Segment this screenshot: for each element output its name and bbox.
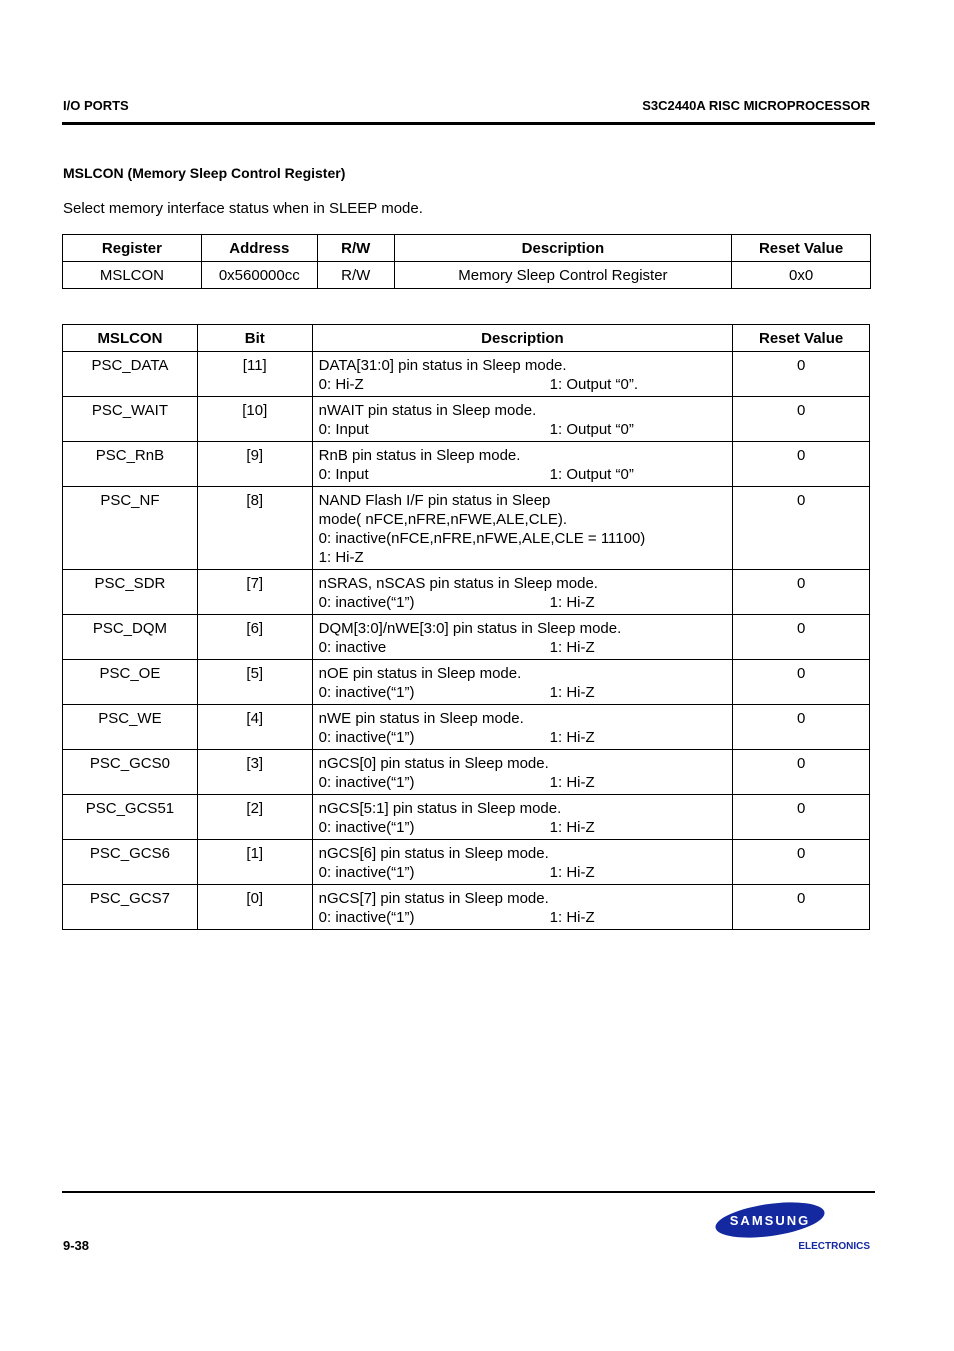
table-row	[63, 262, 871, 289]
description-cell	[312, 570, 733, 615]
field-name-cell: PSC_WAIT	[63, 397, 198, 442]
description-line: 1: Hi-Z	[318, 549, 364, 566]
bit-position-cell: [1]	[197, 840, 312, 885]
option-zero: 0: inactive	[318, 639, 387, 656]
table-row	[63, 570, 870, 615]
description-cell	[312, 397, 733, 442]
option-zero: 0: Input	[318, 421, 369, 438]
option-one: 1: Hi-Z	[549, 774, 595, 791]
description-text: nWAIT pin status in Sleep mode.	[318, 402, 537, 419]
column-header: Bit	[197, 325, 312, 352]
description-cell	[312, 885, 733, 930]
bit-position-cell: [4]	[197, 705, 312, 750]
table-row	[63, 442, 870, 487]
option-zero: 0: Hi-Z	[318, 376, 364, 393]
description-text: DATA[31:0] pin status in Sleep mode.	[318, 357, 567, 374]
description-cell	[312, 615, 733, 660]
description-text: DQM[3:0]/nWE[3:0] pin status in Sleep mode.	[318, 620, 622, 637]
field-name-cell: PSC_GCS6	[63, 840, 198, 885]
option-zero: 0: inactive(“1”)	[318, 819, 415, 836]
description-text: nSRAS, nSCAS pin status in Sleep mode.	[318, 575, 598, 592]
option-one: 1: Hi-Z	[549, 909, 595, 926]
bit-position-cell: [2]	[197, 795, 312, 840]
option-one: 1: Output “0”	[549, 421, 634, 438]
bit-position-cell: [7]	[197, 570, 312, 615]
bit-position-cell: [9]	[197, 442, 312, 487]
bit-field-table	[62, 324, 870, 930]
description-text: RnB pin status in Sleep mode.	[318, 447, 521, 464]
description-text: nWE pin status in Sleep mode.	[318, 710, 524, 727]
option-zero: 0: inactive(“1”)	[318, 594, 415, 611]
field-name-cell: PSC_SDR	[63, 570, 198, 615]
description-line: mode( nFCE,nFRE,nFWE,ALE,CLE).	[318, 511, 568, 528]
reset-value-cell: 0	[733, 840, 870, 885]
reset-value-cell: 0	[733, 885, 870, 930]
bit-position-cell: [10]	[197, 397, 312, 442]
column-header: MSLCON	[63, 325, 198, 352]
samsung-logo	[714, 1201, 874, 1253]
option-one: 1: Hi-Z	[549, 864, 595, 881]
table-header-row	[63, 325, 870, 352]
reset-value-cell: 0	[733, 705, 870, 750]
reset-value-cell: 0	[733, 795, 870, 840]
option-zero: 0: inactive(“1”)	[318, 774, 415, 791]
table-cell: MSLCON	[63, 262, 202, 289]
reset-value-cell: 0	[733, 442, 870, 487]
bit-position-cell: [5]	[197, 660, 312, 705]
description-cell	[312, 750, 733, 795]
reset-value-cell: 0	[733, 660, 870, 705]
bit-position-cell: [3]	[197, 750, 312, 795]
reset-value-cell: 0	[733, 750, 870, 795]
field-name-cell: PSC_OE	[63, 660, 198, 705]
header-section-label: I/O PORTS	[63, 98, 129, 113]
table-cell: R/W	[317, 262, 394, 289]
table-row	[63, 487, 870, 570]
table-row	[63, 885, 870, 930]
option-one: 1: Output “0”.	[549, 376, 639, 393]
header-product-label: S3C2440A RISC MICROPROCESSOR	[642, 98, 870, 113]
header-divider	[62, 122, 875, 125]
option-one: 1: Hi-Z	[549, 684, 595, 701]
field-name-cell: PSC_WE	[63, 705, 198, 750]
reset-value-cell: 0	[733, 397, 870, 442]
bit-position-cell: [11]	[197, 352, 312, 397]
description-cell	[312, 487, 733, 570]
bit-position-cell: [0]	[197, 885, 312, 930]
bit-position-cell: [6]	[197, 615, 312, 660]
table-row	[63, 750, 870, 795]
table-row	[63, 795, 870, 840]
column-header: R/W	[317, 235, 394, 262]
description-text: nGCS[0] pin status in Sleep mode.	[318, 755, 549, 772]
option-one: 1: Hi-Z	[549, 729, 595, 746]
field-name-cell: PSC_DATA	[63, 352, 198, 397]
bit-position-cell: [8]	[197, 487, 312, 570]
column-header: Reset Value	[732, 235, 871, 262]
description-cell	[312, 352, 733, 397]
field-name-cell: PSC_GCS0	[63, 750, 198, 795]
description-cell	[312, 795, 733, 840]
description-cell	[312, 840, 733, 885]
table-cell: 0x560000cc	[201, 262, 317, 289]
option-one: 1: Output “0”	[549, 466, 634, 483]
footer-divider	[62, 1191, 875, 1193]
table-row	[63, 352, 870, 397]
field-name-cell: PSC_GCS7	[63, 885, 198, 930]
table-row	[63, 615, 870, 660]
description-text: nGCS[7] pin status in Sleep mode.	[318, 890, 549, 907]
description-text: nOE pin status in Sleep mode.	[318, 665, 522, 682]
description-cell	[312, 660, 733, 705]
field-name-cell: PSC_DQM	[63, 615, 198, 660]
table-cell: 0x0	[732, 262, 871, 289]
description-text: nGCS[5:1] pin status in Sleep mode.	[318, 800, 562, 817]
reset-value-cell: 0	[733, 570, 870, 615]
description-text: nGCS[6] pin status in Sleep mode.	[318, 845, 549, 862]
column-header: Reset Value	[733, 325, 870, 352]
option-zero: 0: inactive(“1”)	[318, 864, 415, 881]
reset-value-cell: 0	[733, 615, 870, 660]
register-summary-table	[62, 234, 871, 289]
page-number: 9-38	[63, 1238, 90, 1253]
column-header: Description	[312, 325, 733, 352]
svg-text:ELECTRONICS: ELECTRONICS	[798, 1241, 870, 1252]
field-name-cell: PSC_RnB	[63, 442, 198, 487]
description-cell	[312, 705, 733, 750]
description-line: 0: inactive(nFCE,nFRE,nFWE,ALE,CLE = 11100)	[318, 530, 646, 547]
table-row	[63, 397, 870, 442]
table-cell: Memory Sleep Control Register	[394, 262, 731, 289]
field-name-cell: PSC_GCS51	[63, 795, 198, 840]
reset-value-cell: 0	[733, 352, 870, 397]
column-header: Description	[394, 235, 731, 262]
section-title: MSLCON (Memory Sleep Control Register)	[63, 165, 346, 181]
option-zero: 0: inactive(“1”)	[318, 684, 415, 701]
description-line: NAND Flash I/F pin status in Sleep	[318, 492, 551, 509]
reset-value-cell: 0	[733, 487, 870, 570]
option-zero: 0: inactive(“1”)	[318, 729, 415, 746]
svg-text:SAMSUNG: SAMSUNG	[729, 1213, 811, 1228]
table-row	[63, 705, 870, 750]
table-row	[63, 660, 870, 705]
field-name-cell: PSC_NF	[63, 487, 198, 570]
section-intro: Select memory interface status when in SLEEP mode.	[63, 200, 423, 217]
option-one: 1: Hi-Z	[549, 639, 595, 656]
option-zero: 0: Input	[318, 466, 369, 483]
column-header: Register	[63, 235, 202, 262]
option-one: 1: Hi-Z	[549, 594, 595, 611]
table-header-row	[63, 235, 871, 262]
option-zero: 0: inactive(“1”)	[318, 909, 415, 926]
table-row	[63, 840, 870, 885]
description-cell	[312, 442, 733, 487]
column-header: Address	[201, 235, 317, 262]
option-one: 1: Hi-Z	[549, 819, 595, 836]
